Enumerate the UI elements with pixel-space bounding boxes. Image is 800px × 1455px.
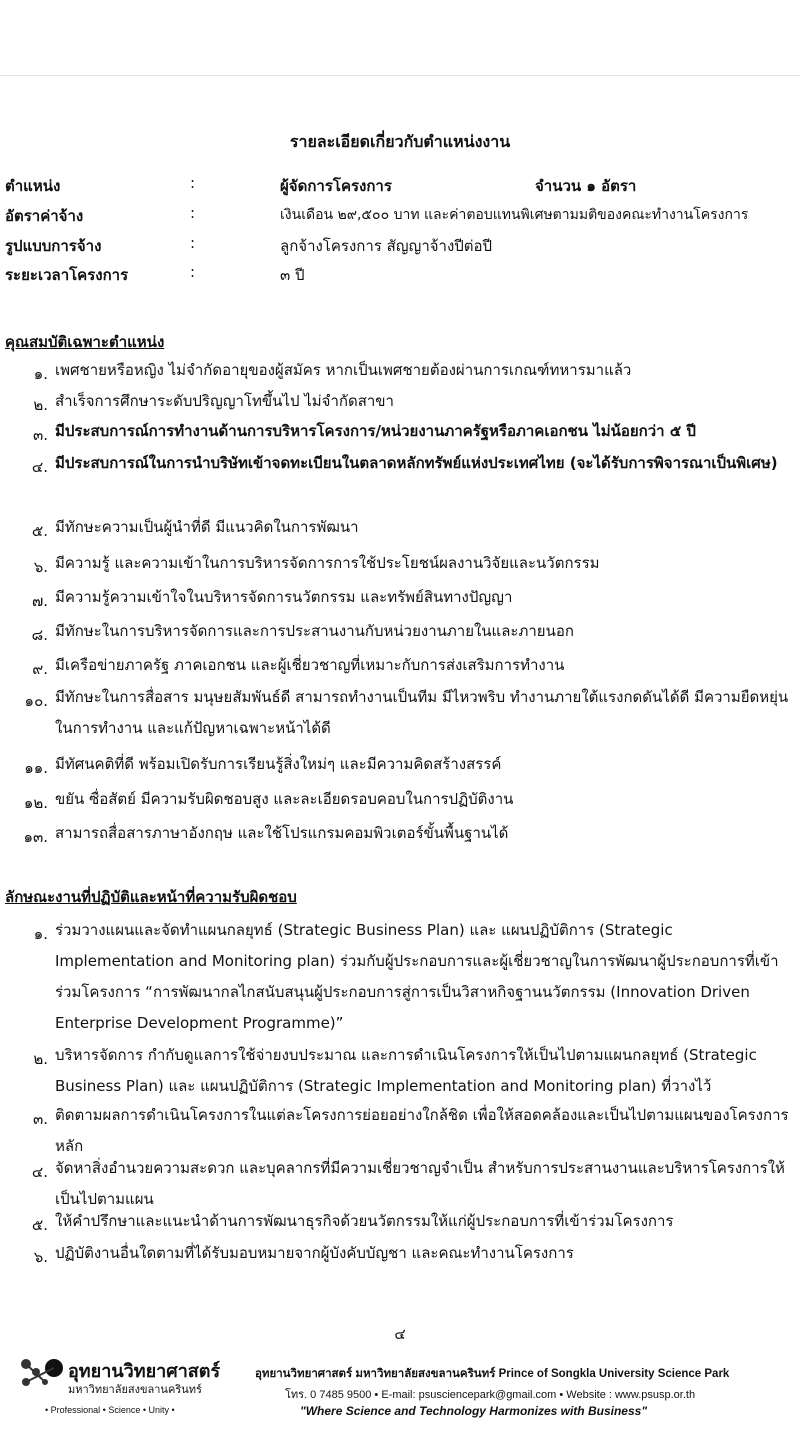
item-number: ๑๑.	[24, 759, 48, 777]
colon: :	[190, 174, 196, 192]
contact-info: โทร. 0 7485 9500 • E-mail: psusciencepark@gmail.com • Website : www.psusp.or.th	[285, 1389, 696, 1401]
info-label: รูปแบบการจ้าง	[5, 237, 102, 255]
colon: :	[190, 234, 196, 252]
list-item: มีเครือข่ายภาครัฐ ภาคเอกชน และผู้เชี่ยวชาญที่เหมาะกับการส่งเสริมการทำงาน	[55, 656, 565, 674]
page-title: รายละเอียดเกี่ยวกับตำแหน่งงาน	[289, 132, 511, 151]
list-item: ปฏิบัติงานอื่นใดตามที่ได้รับมอบหมายจากผู้บังคับบัญชา และคณะทำงานโครงการ	[55, 1244, 574, 1262]
list-item: มีประสบการณ์การทำงานด้านการบริหารโครงการ/หน่วยงานภาครัฐหรือภาคเอกชน ไม่น้อยกว่า ๕ ปี	[55, 422, 696, 440]
slogan: "Where Science and Technology Harmonizes with Business"	[300, 1404, 648, 1418]
item-number: ๖.	[33, 1248, 48, 1266]
list-item: มีทักษะในการสื่อสาร มนุษยสัมพันธ์ดี สามารถทำงานเป็นทีม มีไหวพริบ ทำงานภายใต้แรงกดดันได้ดี มีความยืดหยุ่นในการทำงาน และแก้ปัญหาเฉพาะหน้าได้ดี	[55, 688, 789, 737]
item-number: ๖.	[33, 558, 48, 576]
item-number: ๑๒.	[23, 794, 48, 812]
list-item: สามารถสื่อสารภาษาอังกฤษ และใช้โปรแกรมคอมพิวเตอร์ขั้นพื้นฐานได้	[55, 824, 509, 842]
list-item: มีทัศนคติที่ดี พร้อมเปิดรับการเรียนรู้สิ่งใหม่ๆ และมีความคิดสร้างสรรค์	[55, 755, 502, 773]
list-item: สำเร็จการศึกษาระดับปริญญาโทขึ้นไป ไม่จำกัดสาขา	[55, 392, 394, 410]
list-item: ติดตามผลการดำเนินโครงการในแต่ละโครงการย่อยอย่างใกล้ชิด เพื่อให้สอดคล้องและเป็นไปตามแผนของโครงการหลัก	[55, 1106, 789, 1155]
logo-text: อุทยานวิทยาศาสตร์	[68, 1361, 221, 1381]
item-number: ๑๓.	[23, 828, 48, 846]
page-number: ๔	[394, 1325, 406, 1343]
item-number: ๒.	[33, 1050, 48, 1068]
duties-heading: ลักษณะงานที่ปฏิบัติและหน้าที่ความรับผิดชอบ	[5, 888, 297, 906]
qualifications-heading: คุณสมบัติเฉพาะตำแหน่ง	[5, 333, 165, 351]
list-item: ให้คำปรึกษาและแนะนำด้านการพัฒนาธุรกิจด้วยนวัตกรรมให้แก่ผู้ประกอบการที่เข้าร่วมโครงการ	[55, 1212, 674, 1230]
info-label: ระยะเวลาโครงการ	[5, 266, 129, 284]
item-number: ๔.	[31, 458, 48, 476]
item-number: ๑๐.	[24, 692, 48, 710]
item-number: ๒.	[33, 396, 48, 414]
item-number: ๑.	[33, 365, 48, 383]
item-number: ๕.	[31, 522, 48, 540]
info-value: ผู้จัดการโครงการ	[280, 177, 392, 195]
item-number: ๑.	[33, 925, 48, 943]
item-number: ๓.	[32, 1110, 48, 1128]
item-number: ๔.	[31, 1163, 48, 1181]
item-number: ๙.	[32, 660, 48, 678]
item-number: ๓.	[32, 426, 48, 444]
item-number: ๗.	[31, 592, 48, 610]
list-item: เพศชายหรือหญิง ไม่จำกัดอายุของผู้สมัคร หากเป็นเพศชายต้องผ่านการเกณฑ์ทหารมาแล้ว	[55, 361, 632, 379]
list-item: มีความรู้ความเข้าใจในบริหารจัดการนวัตกรรม และทรัพย์สินทางปัญญา	[55, 588, 513, 606]
list-item: มีความรู้ และความเข้าในการบริหารจัดการการใช้ประโยชน์ผลงานวิจัยและนวัตกรรม	[55, 554, 600, 572]
science-park-logo-icon	[18, 1356, 68, 1390]
info-label: ตำแหน่ง	[5, 177, 61, 195]
headcount: จำนวน ๑ อัตรา	[535, 177, 637, 195]
logo-tagline: • Professional • Science • Unity •	[45, 1405, 175, 1415]
info-value: เงินเดือน ๒๙,๕๐๐ บาท และค่าตอบแทนพิเศษตามมติของคณะทำงานโครงการ	[280, 207, 749, 223]
list-item: จัดหาสิ่งอำนวยความสะดวก และบุคลากรที่มีความเชี่ยวชาญจำเป็น สำหรับการประสานงานและบริหารโครงการให้เป็นไปตามแผน	[55, 1159, 785, 1208]
list-item: ขยัน ซื่อสัตย์ มีความรับผิดชอบสูง และละเอียดรอบคอบในการปฏิบัติงาน	[55, 790, 514, 808]
org-name: อุทยานวิทยาศาสตร์ มหาวิทยาลัยสงขลานครินทร์ Prince of Songkla University Science Park	[255, 1368, 730, 1380]
info-label: อัตราค่าจ้าง	[5, 207, 84, 225]
colon: :	[190, 204, 196, 222]
info-value: ๓ ปี	[280, 266, 305, 284]
list-item: มีประสบการณ์ในการนำบริษัทเข้าจดทะเบียนในตลาดหลักทรัพย์แห่งประเทศไทย (จะได้รับการพิจารณาเป็นพิเศษ)	[55, 454, 778, 472]
item-number: ๘.	[31, 626, 48, 644]
colon: :	[190, 263, 196, 281]
item-number: ๕.	[31, 1216, 48, 1234]
scan-line	[0, 75, 800, 76]
logo-subtitle: มหาวิทยาลัยสงขลานครินทร์	[68, 1384, 202, 1396]
list-item: มีทักษะความเป็นผู้นำที่ดี มีแนวคิดในการพัฒนา	[55, 518, 359, 536]
list-item: มีทักษะในการบริหารจัดการและการประสานงานกับหน่วยงานภายในและภายนอก	[55, 622, 574, 640]
list-item: บริหารจัดการ กำกับดูแลการใช้จ่ายงบประมาณ และการดำเนินโครงการให้เป็นไปตามแผนกลยุทธ์ (Strategic Business Plan) และ แผนปฏิบัติการ (Strategic Implementation and Monitoring plan) ที่วางไว้	[55, 1046, 757, 1095]
info-value: ลูกจ้างโครงการ สัญญาจ้างปีต่อปี	[280, 237, 493, 255]
list-item: ร่วมวางแผนและจัดทำแผนกลยุทธ์ (Strategic Business Plan) และ แผนปฏิบัติการ (Strategic Implementation and Monitoring plan) ร่วมกับผู้ประกอบการและผู้เชี่ยวชาญในการพัฒนาผู้ประกอบการที่เข้าร่วมโครงการ “การพัฒนากลไกสนับสนุนผู้ประกอบการสู่การเป็นวิสาหกิจฐานนวัตกรรม (Innovation Driven Enterprise Development Programme)”	[55, 921, 779, 1032]
